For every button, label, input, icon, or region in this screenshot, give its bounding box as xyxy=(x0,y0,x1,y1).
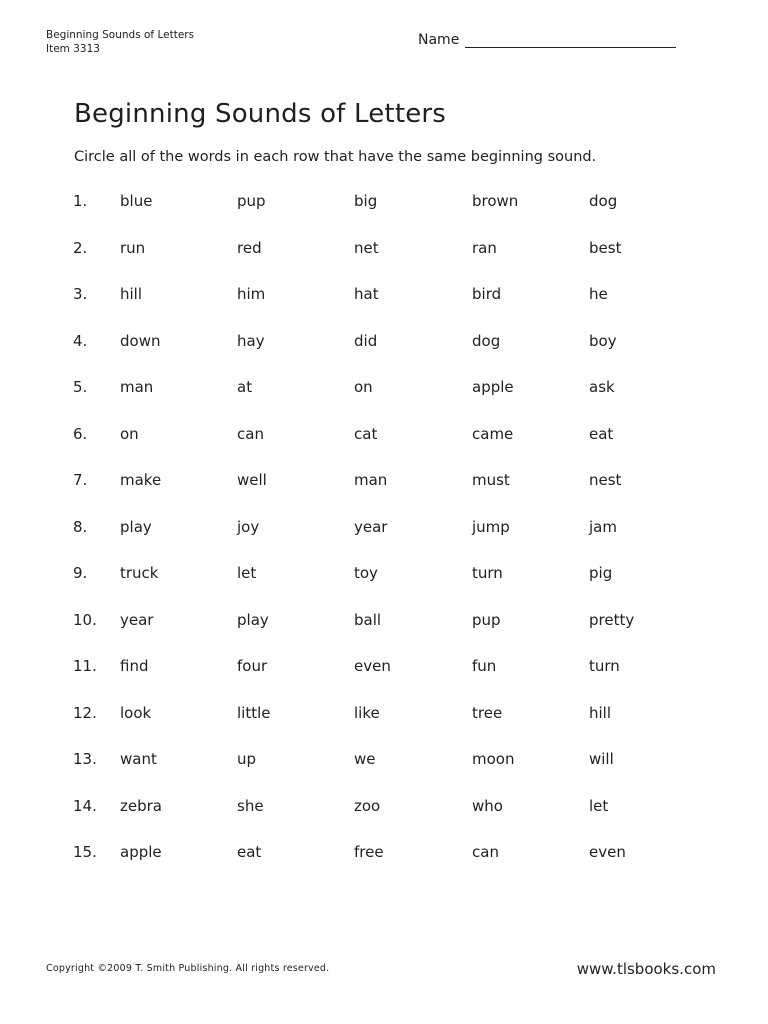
word: run xyxy=(120,238,146,257)
word: find xyxy=(120,657,149,675)
word-row xyxy=(73,797,713,844)
word: brown xyxy=(472,192,519,210)
word: play xyxy=(120,517,152,536)
word: on xyxy=(120,424,139,443)
word: hay xyxy=(237,331,265,350)
word: boy xyxy=(589,331,617,350)
word: did xyxy=(354,331,378,350)
word-row xyxy=(73,285,713,332)
name-label: Name xyxy=(418,32,460,48)
word: bird xyxy=(472,285,502,303)
word: who xyxy=(472,796,503,815)
word: came xyxy=(472,424,514,443)
word: ran xyxy=(472,238,497,257)
word: up xyxy=(237,750,257,768)
word: dog xyxy=(472,331,501,350)
word: man xyxy=(354,471,388,489)
word: cat xyxy=(354,424,378,443)
word: must xyxy=(472,471,510,489)
row-number: 15. xyxy=(73,843,97,861)
word-row xyxy=(73,611,713,658)
word: zoo xyxy=(354,796,381,815)
row-number: 5. xyxy=(73,378,88,396)
word: best xyxy=(589,238,622,257)
word: year xyxy=(354,517,388,536)
word: on xyxy=(354,378,373,396)
word-row xyxy=(73,750,713,797)
word: truck xyxy=(120,564,159,582)
row-number: 12. xyxy=(73,703,97,722)
word: he xyxy=(589,285,608,303)
word: four xyxy=(237,657,268,675)
word: little xyxy=(237,703,271,722)
word: pup xyxy=(472,610,501,629)
row-number: 9. xyxy=(73,564,88,582)
word: red xyxy=(237,238,262,257)
row-number: 1. xyxy=(73,192,88,210)
word: net xyxy=(354,238,379,257)
row-number: 7. xyxy=(73,471,88,489)
word: zebra xyxy=(120,796,162,815)
word: well xyxy=(237,471,267,489)
word: can xyxy=(237,424,264,443)
word: hill xyxy=(120,285,143,303)
word-row xyxy=(73,425,713,472)
header-title: Beginning Sounds of Letters xyxy=(46,29,195,41)
word: fun xyxy=(472,657,497,675)
word: man xyxy=(120,378,154,396)
row-number: 3. xyxy=(73,285,88,303)
word-row xyxy=(73,239,713,286)
row-number: 2. xyxy=(73,238,88,257)
word: we xyxy=(354,750,376,768)
word: even xyxy=(589,843,626,861)
word: free xyxy=(354,843,384,861)
word: jump xyxy=(472,517,510,536)
word: tree xyxy=(472,703,503,722)
word-row xyxy=(73,657,713,704)
word-row xyxy=(73,704,713,751)
word-row xyxy=(73,332,713,379)
page-title: Beginning Sounds of Letters xyxy=(74,99,447,129)
word: pretty xyxy=(589,610,635,629)
word: eat xyxy=(589,424,614,443)
row-number: 11. xyxy=(73,657,97,675)
word: big xyxy=(354,192,378,210)
header-meta xyxy=(46,28,194,56)
row-number: 6. xyxy=(73,424,88,443)
word-row xyxy=(73,471,713,518)
word: hill xyxy=(589,703,612,722)
word: joy xyxy=(237,517,260,536)
row-number: 13. xyxy=(73,750,97,768)
word-row xyxy=(73,378,713,425)
word: ask xyxy=(589,378,615,396)
word-row xyxy=(73,564,713,611)
word: let xyxy=(589,796,609,815)
word: down xyxy=(120,331,161,350)
word: dog xyxy=(589,192,618,210)
word: ball xyxy=(354,610,382,629)
word-rows xyxy=(73,192,713,890)
word-row xyxy=(73,843,713,890)
word: she xyxy=(237,796,264,815)
word: apple xyxy=(472,378,514,396)
word: nest xyxy=(589,471,622,489)
word: want xyxy=(120,750,157,768)
word: even xyxy=(354,657,391,675)
name-blank-line xyxy=(465,33,676,48)
word: moon xyxy=(472,750,515,768)
copyright-text: Copyright ©2009 T. Smith Publishing. All rights reserved. xyxy=(46,963,330,974)
website-text: www.tlsbooks.com xyxy=(576,960,716,978)
word: make xyxy=(120,471,162,489)
word: blue xyxy=(120,192,153,210)
word: turn xyxy=(589,657,620,675)
word: let xyxy=(237,564,257,582)
word: toy xyxy=(354,564,378,582)
word-row xyxy=(73,518,713,565)
word: look xyxy=(120,703,152,722)
word: play xyxy=(237,610,269,629)
row-number: 8. xyxy=(73,517,88,536)
word: at xyxy=(237,378,253,396)
row-number: 10. xyxy=(73,610,97,629)
name-field xyxy=(418,32,676,48)
word: hat xyxy=(354,285,379,303)
word-row xyxy=(73,192,713,239)
word: jam xyxy=(589,517,617,536)
word: apple xyxy=(120,843,162,861)
word: turn xyxy=(472,564,503,582)
word: will xyxy=(589,750,614,768)
word: year xyxy=(120,610,154,629)
row-number: 4. xyxy=(73,331,88,350)
word: pig xyxy=(589,564,613,582)
word: like xyxy=(354,703,380,722)
word: him xyxy=(237,285,266,303)
header-item-number: Item 3313 xyxy=(46,43,100,55)
word: eat xyxy=(237,843,262,861)
instructions: Circle all of the words in each row that have the same beginning sound. xyxy=(74,149,597,165)
row-number: 14. xyxy=(73,796,97,815)
word: can xyxy=(472,843,499,861)
word: pup xyxy=(237,192,266,210)
